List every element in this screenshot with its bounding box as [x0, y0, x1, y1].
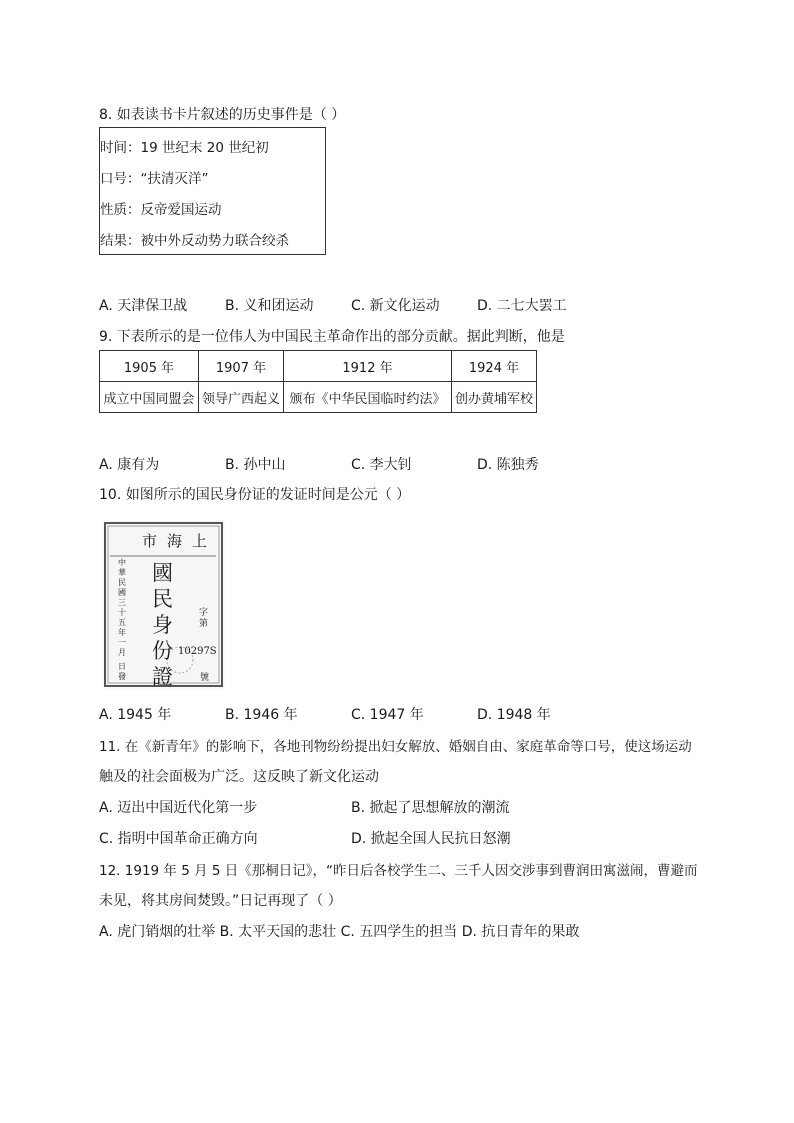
- id-card-zidi-text: 字第: [199, 608, 209, 629]
- id-card-photo: [102, 520, 225, 690]
- q11-option-b: B. 掀起了思想解放的潮流: [351, 800, 510, 816]
- id-card-title-char: 份: [152, 639, 173, 663]
- table-cell: 1905 年: [100, 351, 199, 382]
- id-card-day-text: 日發: [118, 662, 126, 681]
- q9-stem: 9. 下表所示的是一位伟人为中国民主革命作出的部分贡献。据此判断，他是: [99, 329, 565, 345]
- q8-option-a: A. 天津保卫战: [99, 298, 188, 314]
- id-card-title-char: 民: [152, 587, 173, 611]
- id-card-title: [152, 560, 174, 690]
- table-header-row: [100, 351, 537, 382]
- table-row: [100, 382, 537, 413]
- table-cell: 1912 年: [284, 351, 452, 382]
- id-card-number: 10297S: [178, 646, 217, 657]
- q8-stem: 8. 如表读书卡片叙述的历史事件是（ ）: [99, 107, 346, 123]
- q8-reading-card: [99, 127, 326, 255]
- id-card-date-text: 中華民國三十五年一月: [118, 558, 126, 657]
- q10-option-a: A. 1945 年: [99, 707, 172, 723]
- table-cell: 领导广西起义: [199, 382, 284, 413]
- id-card-title-char: 證: [152, 665, 173, 689]
- table-cell: 1907 年: [199, 351, 284, 382]
- q12-options: A. 虎门销烟的壮举 B. 太平天国的悲壮 C. 五四学生的担当 D. 抗日青年的果敢: [99, 924, 580, 940]
- q11-stem-line1: 11. 在《新青年》的影响下，各地刊物纷纷提出妇女解放、婚姻自由、家庭革命等口号，使这场运动: [99, 739, 692, 755]
- q8-option-b: B. 义和团运动: [225, 298, 314, 314]
- card-line-slogan: 口号：“扶清灭洋”: [100, 171, 209, 187]
- q10-option-c: C. 1947 年: [351, 707, 424, 723]
- card-line-nature: 性质：反帝爱国运动: [100, 202, 222, 218]
- table-cell: 成立中国同盟会: [100, 382, 199, 413]
- q9-option-b: B. 孙中山: [225, 457, 286, 473]
- card-line-time: 时间：19 世纪末 20 世纪初: [100, 140, 269, 156]
- q9-option-c: C. 李大钊: [351, 457, 412, 473]
- table-cell: 创办黄埔军校: [452, 382, 537, 413]
- q9-option-d: D. 陈独秀: [477, 457, 539, 473]
- q10-stem: 10. 如图所示的国民身份证的发证时间是公元（ ）: [99, 487, 411, 503]
- id-card-title-char: 國: [152, 561, 173, 585]
- q10-option-b: B. 1946 年: [225, 707, 298, 723]
- q11-stem-line2: 触及的社会面极为广泛。这反映了新文化运动: [99, 769, 379, 785]
- q10-option-d: D. 1948 年: [477, 707, 551, 723]
- id-card-title-char: 身: [152, 613, 173, 637]
- id-card-hao-text: 號: [200, 673, 210, 683]
- table-cell: 1924 年: [452, 351, 537, 382]
- q11-option-d: D. 掀起全国人民抗日怒潮: [351, 831, 511, 847]
- q9-table: [99, 350, 537, 413]
- table-cell: 颁布《中华民国临时约法》: [284, 382, 452, 413]
- q12-stem-line2: 未见，将其房间焚毁。”日记再现了（ ）: [99, 893, 342, 909]
- q9-option-a: A. 康有为: [99, 457, 160, 473]
- card-line-result: 结果：被中外反动势力联合绞杀: [100, 233, 289, 249]
- q12-stem-line1: 12. 1919 年 5 月 5 日《那桐日记》，“昨日后各校学生二、三千人因交涉事到曹润田寓滋闹，曹避而: [99, 863, 698, 879]
- q11-option-c: C. 指明中国革命正确方向: [99, 831, 258, 847]
- q11-option-a: A. 迈出中国近代化第一步: [99, 800, 258, 816]
- q8-option-c: C. 新文化运动: [351, 298, 440, 314]
- q8-option-d: D. 二七大罢工: [477, 298, 567, 314]
- id-card-city-text: 市海上: [142, 532, 218, 550]
